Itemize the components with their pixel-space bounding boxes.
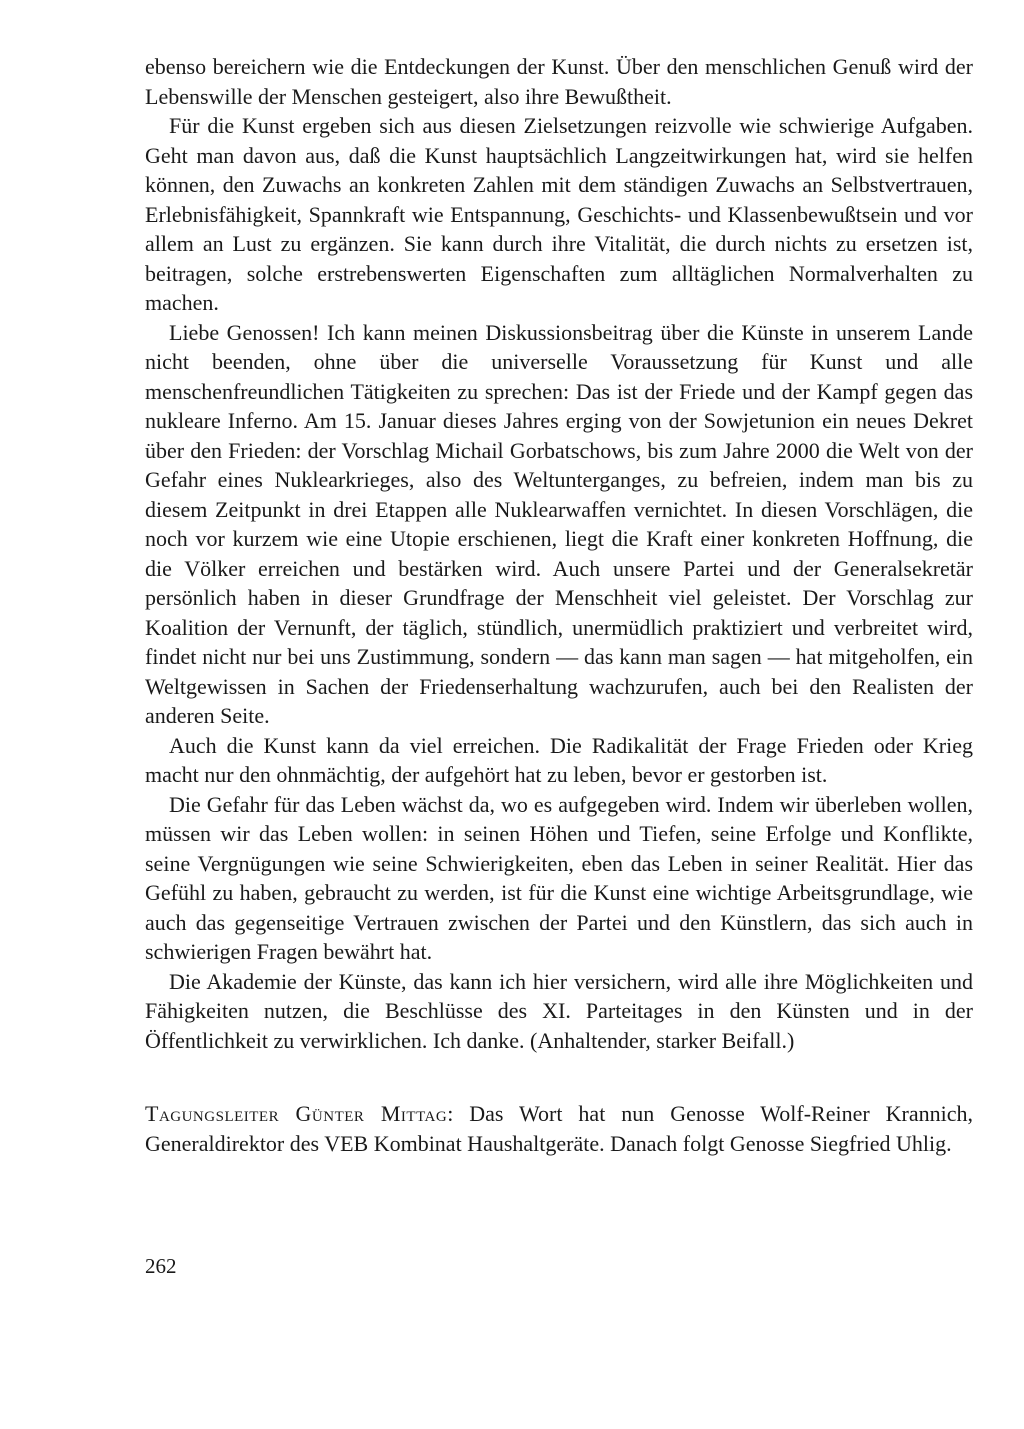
speaker-text: : Das Wort hat nun Genosse Wolf-Reiner Krannich, Generaldirektor des VEB Kombinat Haushaltgeräte. Danach folgt Genosse Siegfried Uhlig. [145, 1101, 973, 1156]
paragraph-art-achieves: Auch die Kunst kann da viel erreichen. Die Radikalität der Frage Frieden oder Krieg macht nur den ohnmächtig, der aufgehört hat zu leben, bevor er gestorben ist. [145, 732, 973, 787]
paragraph-academy: Die Akademie der Künste, das kann ich hier versichern, wird alle ihre Möglichkeiten und Fähigkeiten nutzen, die Beschlüsse des XI. Parteitages in den Künsten und in der Öffentlichkeit zu verwirklichen. Ich danke. (Anhaltender, starker Beifall.) [145, 968, 973, 1053]
paragraph-continuation: ebenso bereichern wie die Entdeckungen der Kunst. Über den menschlichen Genuß wird der Lebenswille der Menschen gesteigert, also ihre Bewußtheit. [145, 54, 973, 109]
document-page [145, 52, 973, 1158]
paragraph-peace: Liebe Genossen! Ich kann meinen Diskussionsbeitrag über die Künste in unserem Lande nicht beenden, ohne über die universelle Voraussetzung für Kunst und alle menschenfreundlichen Tätigkeiten zu sprechen: Das ist der Friede und der Kampf gegen das nukleare Inferno. Am 15. Januar dieses Jahres erging von der Sowjetunion ein neues Dekret über den Frieden: der Vorschlag Michail Gorbatschows, bis zum Jahre 2000 die Welt von der Gefahr eines Nuklearkrieges, also des Weltunterganges, zu befreien, indem man bis zu diesem Zeitpunkt in drei Etappen alle Nuklearwaffen vernichtet. In diesen Vorschlägen, die noch vor kurzem wie eine Utopie erschienen, liegt die Kraft einer konkreten Hoffnung, die die Völker erreichen und bestärken wird. Auch unsere Partei und der Generalsekretär persönlich haben in dieser Grundfrage der Menschheit viel geleistet. Der Vorschlag zur Koalition der Vernunft, der täglich, stündlich, unermüdlich praktiziert und verbreitet wird, findet nicht nur bei uns Zustimmung, sondern — das kann man sagen — hat mitgeholfen, ein Weltgewissen in Sachen der Friedenserhaltung wachzurufen, auch bei den Realisten der anderen Seite. [145, 319, 973, 728]
paragraph-danger-life: Die Gefahr für das Leben wächst da, wo es aufgegeben wird. Indem wir überleben wollen, müssen wir das Leben wollen: in seinen Höhen und Tiefen, seine Erfolge und Konflikte, seine Vergnügungen wie seine Schwierigkeiten, eben das Leben in seiner Realität. Hier das Gefühl zu haben, gebraucht zu werden, ist für die Kunst eine wichtige Arbeitsgrundlage, wie auch das gegenseitige Vertrauen zwischen der Partei und den Künstlern, das sich auch in schwierigen Fragen bewährt hat. [145, 791, 973, 964]
speaker-paragraph [145, 1099, 973, 1158]
paragraph-art-goals: Für die Kunst ergeben sich aus diesen Zielsetzungen reizvolle wie schwierige Aufgaben. Geht man davon aus, daß die Kunst hauptsächlich Langzeitwirkungen hat, wird sie helfen können, den Zuwachs an konkreten Zahlen mit dem ständigen Zuwachs an Selbstvertrauen, Erlebnisfähigkeit, Spannkraft wie Entspannung, Geschichts- und Klassenbewußtsein und vor allem an Lust zu ergänzen. Sie kann durch ihre Vitalität, die durch nichts zu ersetzen ist, beitragen, solche erstrebenswerten Eigenschaften zum alltäglichen Normalverhalten zu machen. [145, 113, 973, 315]
page-number: 262 [145, 1254, 177, 1278]
speaker-name: Tagungsleiter Günter Mittag [145, 1101, 448, 1126]
